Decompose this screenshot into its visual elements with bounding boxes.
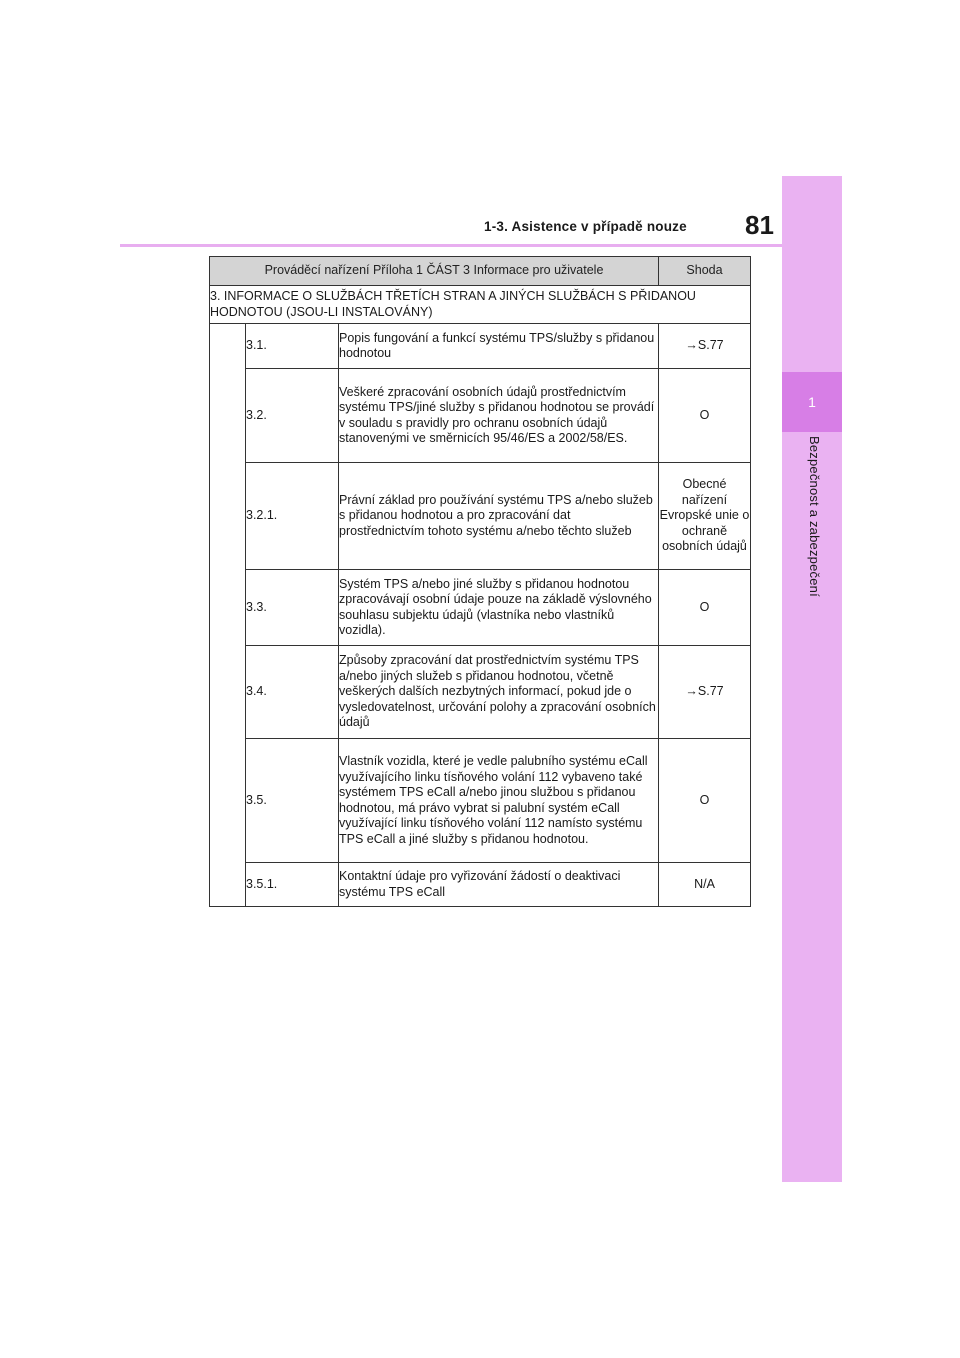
chapter-number-box [782, 372, 842, 432]
table-row [210, 863, 751, 907]
header-compliance: Shoda [659, 257, 751, 286]
table-row [210, 739, 751, 863]
row-compliance: N/A [659, 863, 751, 907]
row-number: 3.2. [246, 369, 339, 463]
row-compliance: →S.77 [659, 646, 751, 739]
user-information-table [209, 256, 751, 907]
indent-cell [210, 324, 246, 907]
header-divider [120, 244, 782, 247]
section-title: 3. INFORMACE O SLUŽBÁCH TŘETÍCH STRAN A JINÝCH SLUŽBÁCH S PŘIDANOU HODNOTOU (JSOU-LI INSTALOVÁNY) [210, 286, 751, 324]
row-description: Veškeré zpracování osobních údajů prostřednictvím systému TPS/jiné služby s přidanou hodnotou se provádí v souladu s pravidly pro ochranu osobních údajů stanovenými ve směrnicích 95/46/ES a 2002/58/ES. [339, 369, 659, 463]
header-regulation: Prováděcí nařízení Příloha 1 ČÁST 3 Informace pro uživatele [210, 257, 659, 286]
row-description: Popis fungování a funkcí systému TPS/služby s přidanou hodnotou [339, 324, 659, 369]
row-compliance: →S.77 [659, 324, 751, 369]
row-description: Vlastník vozidla, které je vedle palubního systému eCall využívajícího linku tísňového volání 112 vybaveno také systémem TPS eCall a/nebo jinou službou s přidanou hodnotou, má právo vybrat si palubní systém eCall využívající linku tísňového volání 112 namísto systému TPS eCall a jiné služby s přidanou hodnotou. [339, 739, 659, 863]
row-number: 3.5.1. [246, 863, 339, 907]
row-number: 3.2.1. [246, 463, 339, 570]
row-number: 3.1. [246, 324, 339, 369]
chapter-title: Bezpečnost a zabezpečení [807, 436, 822, 597]
table-row [210, 369, 751, 463]
row-number: 3.3. [246, 570, 339, 646]
section-heading: 1-3. Asistence v případě nouze [484, 219, 687, 234]
row-description: Způsoby zpracování dat prostřednictvím systému TPS a/nebo jiných služeb s přidanou hodnotou, včetně veškerých dalších nezbytných informací, pokud jde o vysledovatelnost, určování polohy a zpracování osobních údajů [339, 646, 659, 739]
row-number: 3.4. [246, 646, 339, 739]
table-header-row [210, 257, 751, 286]
row-description: Kontaktní údaje pro vyřizování žádostí o deaktivaci systému TPS eCall [339, 863, 659, 907]
row-compliance: O [659, 570, 751, 646]
row-description: Systém TPS a/nebo jiné služby s přidanou hodnotou zpracovávají osobní údaje pouze na základě výslovného souhlasu subjektu údajů (vlastníka nebo vlastníků vozidla). [339, 570, 659, 646]
page-number: 81 [745, 210, 774, 240]
row-compliance: O [659, 369, 751, 463]
row-compliance: O [659, 739, 751, 863]
table-row [210, 324, 751, 369]
row-description: Právní základ pro používání systému TPS a/nebo služeb s přidanou hodnotou a pro zpracování dat prostřednictvím tohoto systému a/nebo těchto služeb [339, 463, 659, 570]
chapter-side-tab [782, 176, 842, 1182]
row-compliance: Obecné nařízení Evropské unie o ochraně osobních údajů [659, 463, 751, 570]
table-row [210, 646, 751, 739]
table-row [210, 570, 751, 646]
chapter-number: 1 [808, 394, 816, 410]
row-number: 3.5. [246, 739, 339, 863]
section-row [210, 286, 751, 324]
table-row [210, 463, 751, 570]
